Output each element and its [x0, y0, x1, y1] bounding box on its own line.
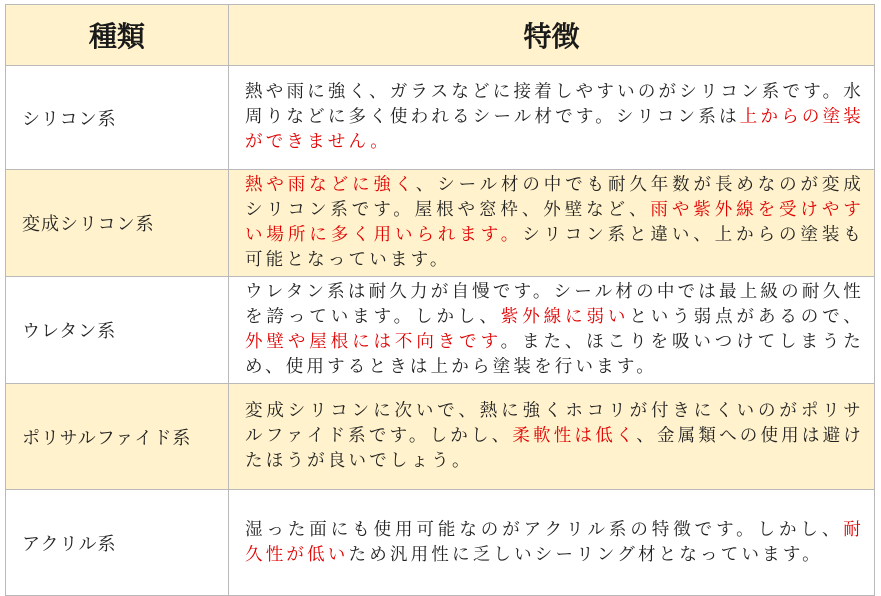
desc-text: ため汎用性に乏しいシーリング材となっています。 [348, 544, 823, 565]
row-desc-silicone [229, 66, 875, 170]
header-features: 特徴 [229, 5, 875, 66]
row-desc-modified-silicone [229, 170, 875, 277]
desc-text: 、金属類への使用は避けたほうが良いでしょう。 [245, 426, 864, 471]
row-desc-polysulfide [229, 384, 875, 490]
table-row [6, 490, 875, 596]
desc-highlight: 雨や紫外線を受けやすい場所に多く用いられます。 [245, 200, 864, 245]
desc-text: 。また、ほこりを吸いつけてしまうため、使用するときは上から塗装を行います。 [245, 332, 865, 377]
desc-text: 変成シリコンに次いで、熱に強くホコリが付きにくいのがポリサルファイド系です。しかし、 [245, 401, 864, 446]
desc-highlight: 外壁や屋根には不向きです [245, 332, 501, 352]
desc-text: シリコン系と違い、上からの塗装も可能となっています。 [245, 225, 865, 270]
desc-text: 、シール材の中でも耐久年数が長めなのが変成シリコン系です。屋根や窓枠、外壁など、 [245, 175, 864, 220]
row-desc-acrylic [229, 490, 875, 596]
desc-text: 湿った面にも使用可能なのがアクリル系の特徴です。しかし、 [245, 519, 844, 540]
desc-text: という弱点があるので、 [629, 307, 865, 327]
desc-text: 熱や雨に強く、ガラスなどに接着しやすいのがシリコン系です。水周りなどに多く使われるシール材です。シリコン系は [245, 82, 864, 127]
row-type-modified-silicone: 変成シリコン系 [6, 170, 229, 277]
row-type-acrylic: アクリル系 [6, 490, 229, 596]
row-type-urethane: ウレタン系 [6, 277, 229, 384]
table-row [6, 277, 875, 384]
desc-highlight: 耐久性が低い [245, 519, 864, 565]
row-desc-urethane [229, 277, 875, 384]
row-type-silicone: シリコン系 [6, 66, 229, 170]
row-type-polysulfide: ポリサルファイド系 [6, 384, 229, 490]
sealant-comparison-table [5, 4, 875, 596]
desc-highlight: 紫外線に弱い [500, 307, 630, 327]
desc-highlight: 上からの塗装ができません。 [245, 107, 864, 152]
table-row [6, 66, 875, 170]
header-type: 種類 [6, 5, 229, 66]
desc-highlight: 熱や雨などに強く [245, 175, 416, 195]
table-row [6, 170, 875, 277]
desc-highlight: 柔軟性は低く [512, 426, 637, 446]
desc-text: ウレタン系は耐久力が自慢です。シール材の中では最上級の耐久性を誇っています。しかし、 [245, 282, 864, 327]
table-header-row [6, 5, 875, 66]
table-row [6, 384, 875, 490]
